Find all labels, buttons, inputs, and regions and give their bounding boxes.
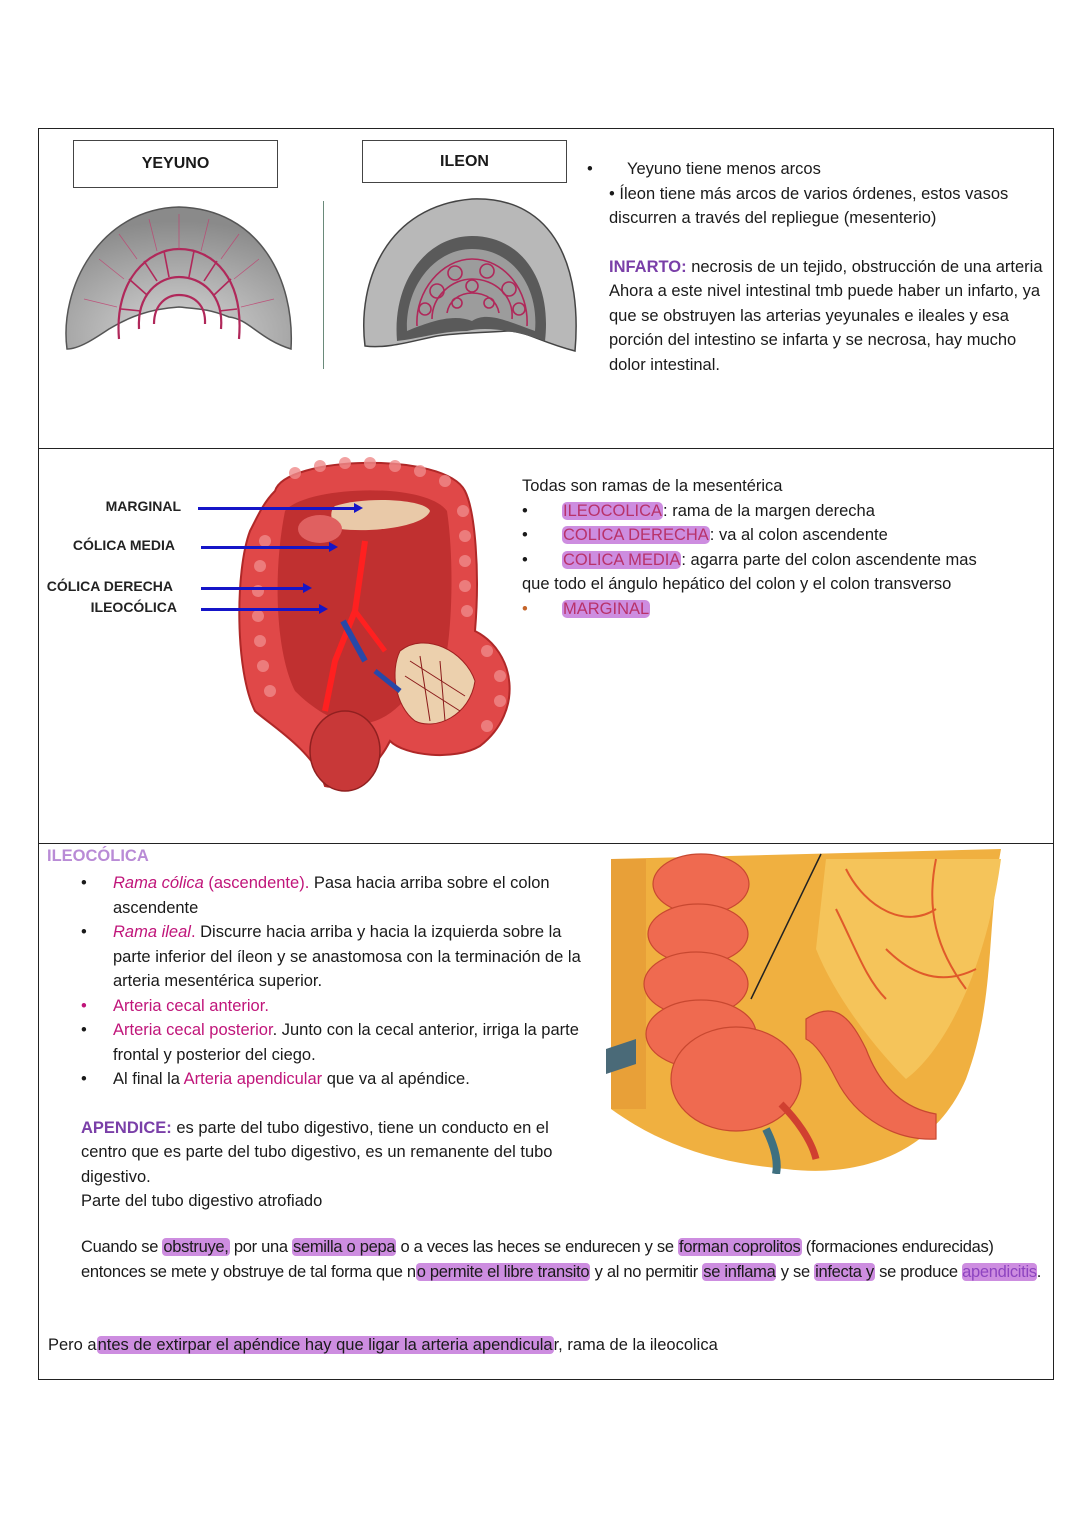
desc: . Junto con la cecal anterior, irriga la parte frontal y posterior del ciego. (113, 1021, 579, 1064)
prefix: Al final la (113, 1070, 184, 1088)
term-cecal-posterior: Arteria cecal posterior (113, 1021, 273, 1039)
apendice-line2: Parte del tubo digestivo atrofiado (81, 1192, 323, 1210)
text: se produce (874, 1262, 963, 1281)
term-rama-colica: Rama cólica (113, 874, 204, 892)
highlight-apendicitis: apendicitis (962, 1262, 1037, 1281)
list-item-colica-derecha (522, 523, 1042, 548)
yeyuno-label: YEYUNO (141, 155, 210, 172)
colic-artery-list (522, 499, 1042, 573)
image-divider (323, 201, 324, 369)
arrow-head-icon (303, 583, 312, 593)
bullet-dot: • (609, 184, 620, 203)
bullet-dot: • (522, 550, 528, 569)
term-marginal: MARGINAL (563, 599, 650, 618)
list-item-cecal-posterior (81, 1018, 581, 1067)
infarto-term: INFARTO: (609, 257, 687, 276)
highlight: semilla o pepa (293, 1238, 396, 1256)
term-suffix: . (190, 923, 196, 941)
highlight: o permite el libre transito (416, 1262, 590, 1281)
text: (formaciones endurecidas) entonces se mete y obstruye de tal forma que n (81, 1238, 994, 1281)
highlight: obstruye, (163, 1238, 229, 1256)
arrow-colica-media (201, 546, 329, 549)
ileon-label: ILEON (440, 153, 489, 170)
term-colica-media: COLICA MEDIA (563, 550, 681, 569)
yeyuno-label-box (73, 140, 278, 188)
jejunum-arcades-image (59, 199, 297, 359)
infarto-paragraph (587, 255, 1047, 378)
bullet-dot: • (522, 526, 528, 544)
text: por una (229, 1238, 293, 1256)
ileon-label-box (362, 140, 567, 183)
colic-arteries-notes (522, 474, 1042, 621)
ileocolica-heading: ILEOCÓLICA (47, 847, 149, 865)
list-item-apendicular (81, 1067, 581, 1092)
text: y se (776, 1262, 815, 1281)
colon-arterial-image (225, 451, 515, 801)
desc: : rama de la margen derecha (663, 501, 875, 520)
arrow-ileocolica (201, 608, 319, 611)
bullet-text: Yeyuno tiene menos arcos (627, 160, 821, 178)
highlight: ntes de extirpar el apéndice hay que ligar la arteria apendicula (97, 1336, 553, 1354)
term-colica-derecha: COLICA DERECHA (563, 526, 709, 544)
bullet-dot: • (81, 874, 87, 892)
highlight: infecta y (815, 1262, 874, 1281)
infarto-definition: necrosis de un tejido, obstrucción de una arteria (686, 257, 1043, 276)
highlight: forman coprolitos (679, 1238, 801, 1256)
colica-media-continuation: que todo el ángulo hepático del colon y el colon transverso (522, 575, 952, 593)
arrow-head-icon (329, 542, 338, 552)
cecum-appendix-image (606, 849, 1006, 1174)
bullet-dot: • (522, 501, 528, 520)
desc: Pasa hacia arriba sobre el colon ascendente (113, 874, 550, 917)
desc: que va al apéndice. (322, 1070, 470, 1088)
list-item-rama-colica (81, 871, 581, 920)
bullet-text: Íleon tiene más arcos de varios órdenes, estos vasos discurren a través del repliegue (mesenterio) (609, 184, 1009, 227)
list-item-rama-ileal (81, 920, 581, 994)
list-item-colica-media (522, 548, 1042, 573)
notes-table (38, 128, 1054, 1380)
label-colica-media: CÓLICA MEDIA (72, 537, 175, 553)
bullet-dot: • (81, 923, 87, 941)
highlight: se inflama (703, 1262, 776, 1281)
text: r, rama de la ileocolica (553, 1336, 718, 1354)
bullet-dot: • (587, 160, 593, 178)
term-ileocolica: ILEOCOLICA (563, 501, 663, 520)
section-colic-arteries (39, 449, 1053, 844)
ileum-arcades-image (357, 191, 582, 359)
section-yeyuno-ileon (39, 129, 1053, 449)
label-colica-derecha: CÓLICA DERECHA (46, 578, 173, 594)
term-suffix: (ascendente). (203, 874, 310, 892)
term-cecal-anterior: Arteria cecal anterior. (113, 996, 269, 1015)
arrow-colica-derecha (201, 587, 303, 590)
term-apendicular: Arteria apendicular (183, 1070, 323, 1088)
obstruction-paragraph (81, 1235, 1046, 1284)
term-rama-ileal: Rama ileal (113, 923, 191, 941)
colic-artery-list-cont (522, 597, 1042, 622)
bullet-dot: • (81, 1021, 87, 1039)
arrow-marginal (198, 507, 354, 510)
text: . (1036, 1262, 1042, 1281)
label-marginal: MARGINAL (105, 498, 181, 514)
list-item-marginal (522, 597, 1042, 622)
text: Cuando se (81, 1238, 163, 1256)
list-item-cecal-anterior (81, 994, 581, 1019)
ileocolica-branches (81, 871, 581, 1214)
bullet-ileon (587, 182, 1047, 231)
text: o a veces las heces se endurecen y se (396, 1238, 679, 1256)
arrow-head-icon (319, 604, 328, 614)
text: y al no permitir (590, 1262, 703, 1281)
bullet-dot-orange: • (522, 599, 528, 618)
branch-list (81, 871, 581, 1092)
apendice-paragraph (81, 1116, 581, 1214)
arrow-head-icon (354, 503, 363, 513)
infarto-explanation: Ahora a este nivel intestinal tmb puede haber un infarto, ya que se obstruyen las arterias yeyunales e ileales y esa porción del intestino se infarta y se necrosa, hay mucho dolor intestinal. (609, 282, 1041, 374)
bullet-yeyuno (587, 157, 1047, 182)
intro-line: Todas son ramas de la mesentérica (522, 477, 783, 495)
bullet-dot: • (81, 1070, 87, 1088)
label-ileocolica: ILEOCÓLICA (90, 599, 177, 615)
yeyuno-ileon-notes (587, 157, 1047, 377)
desc: Discurre hacia arriba y hacia la izquierda sobre la parte inferior del íleon y se anastomosa con la terminación de la arteria mesentérica superior. (113, 923, 581, 990)
desc: : agarra parte del colon ascendente mas (681, 550, 977, 569)
bullet-dot: • (81, 996, 87, 1015)
list-item-ileocolica (522, 499, 1042, 524)
section-ileocolica (39, 844, 1053, 1381)
final-note (48, 1333, 1038, 1358)
apendice-term: APENDICE: (81, 1118, 172, 1137)
desc: : va al colon ascendente (709, 526, 888, 544)
text: Pero a (48, 1336, 97, 1354)
apendice-definition: es parte del tubo digestivo, tiene un conducto en el centro que es parte del tubo digestivo, es un remanente del tubo digestivo. (81, 1118, 553, 1186)
